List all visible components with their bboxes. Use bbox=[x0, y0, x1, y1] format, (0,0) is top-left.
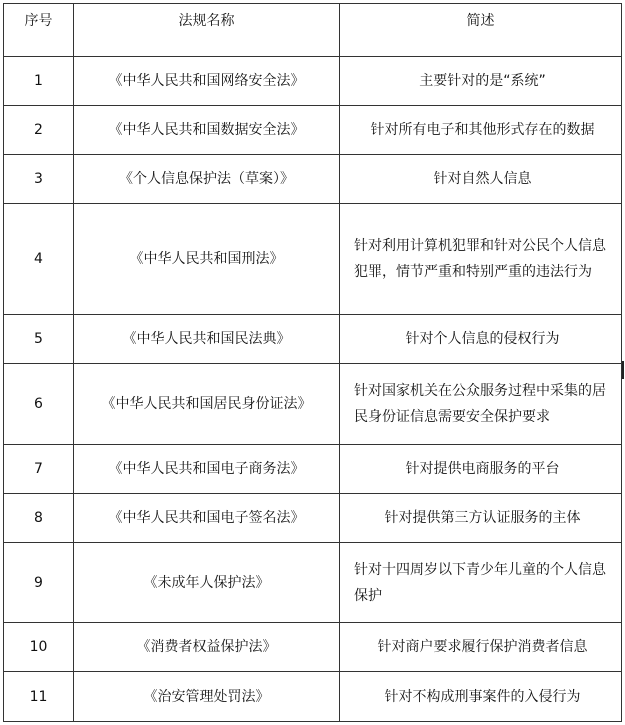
table-row bbox=[4, 445, 622, 494]
row-index: 1 bbox=[4, 57, 74, 106]
row-law-name: 《未成年人保护法》 bbox=[74, 543, 340, 623]
row-index: 8 bbox=[4, 494, 74, 543]
header-index: 序号 bbox=[4, 4, 74, 57]
table-row bbox=[4, 543, 622, 623]
table-row bbox=[4, 204, 622, 315]
header-description: 简述 bbox=[340, 4, 622, 57]
row-description: 针对提供第三方认证服务的主体 bbox=[340, 494, 622, 543]
table-row bbox=[4, 106, 622, 155]
row-description: 针对十四周岁以下青少年儿童的个人信息保护 bbox=[340, 543, 622, 623]
row-index: 9 bbox=[4, 543, 74, 623]
row-law-name: 《中华人民共和国数据安全法》 bbox=[74, 106, 340, 155]
row-law-name: 《中华人民共和国民法典》 bbox=[74, 315, 340, 364]
row-law-name: 《中华人民共和国网络安全法》 bbox=[74, 57, 340, 106]
row-description: 针对所有电子和其他形式存在的数据 bbox=[340, 106, 622, 155]
row-index: 5 bbox=[4, 315, 74, 364]
row-index: 11 bbox=[4, 672, 74, 722]
row-description: 针对商户要求履行保护消费者信息 bbox=[340, 623, 622, 672]
table-row bbox=[4, 623, 622, 672]
row-index: 6 bbox=[4, 364, 74, 445]
row-law-name: 《中华人民共和国刑法》 bbox=[74, 204, 340, 315]
row-law-name: 《治安管理处罚法》 bbox=[74, 672, 340, 722]
row-law-name: 《中华人民共和国电子签名法》 bbox=[74, 494, 340, 543]
row-law-name: 《个人信息保护法（草案）》 bbox=[74, 155, 340, 204]
row-description: 针对不构成刑事案件的入侵行为 bbox=[340, 672, 622, 722]
header-law-name: 法规名称 bbox=[74, 4, 340, 57]
table-row bbox=[4, 155, 622, 204]
row-law-name: 《中华人民共和国居民身份证法》 bbox=[74, 364, 340, 445]
row-description: 针对提供电商服务的平台 bbox=[340, 445, 622, 494]
row-description: 针对个人信息的侵权行为 bbox=[340, 315, 622, 364]
table-row bbox=[4, 672, 622, 722]
row-index: 10 bbox=[4, 623, 74, 672]
row-index: 7 bbox=[4, 445, 74, 494]
row-description: 针对国家机关在公众服务过程中采集的居民身份证信息需要安全保护要求 bbox=[340, 364, 622, 445]
table-row bbox=[4, 315, 622, 364]
table-row bbox=[4, 494, 622, 543]
row-index: 3 bbox=[4, 155, 74, 204]
row-index: 2 bbox=[4, 106, 74, 155]
header-row bbox=[4, 4, 622, 57]
row-description: 主要针对的是“系统” bbox=[340, 57, 622, 106]
edge-marker bbox=[622, 361, 624, 379]
law-table bbox=[3, 3, 622, 722]
row-law-name: 《中华人民共和国电子商务法》 bbox=[74, 445, 340, 494]
row-index: 4 bbox=[4, 204, 74, 315]
row-description: 针对利用计算机犯罪和针对公民个人信息犯罪，情节严重和特别严重的违法行为 bbox=[340, 204, 622, 315]
row-law-name: 《消费者权益保护法》 bbox=[74, 623, 340, 672]
row-description: 针对自然人信息 bbox=[340, 155, 622, 204]
table-row bbox=[4, 364, 622, 445]
table-row bbox=[4, 57, 622, 106]
